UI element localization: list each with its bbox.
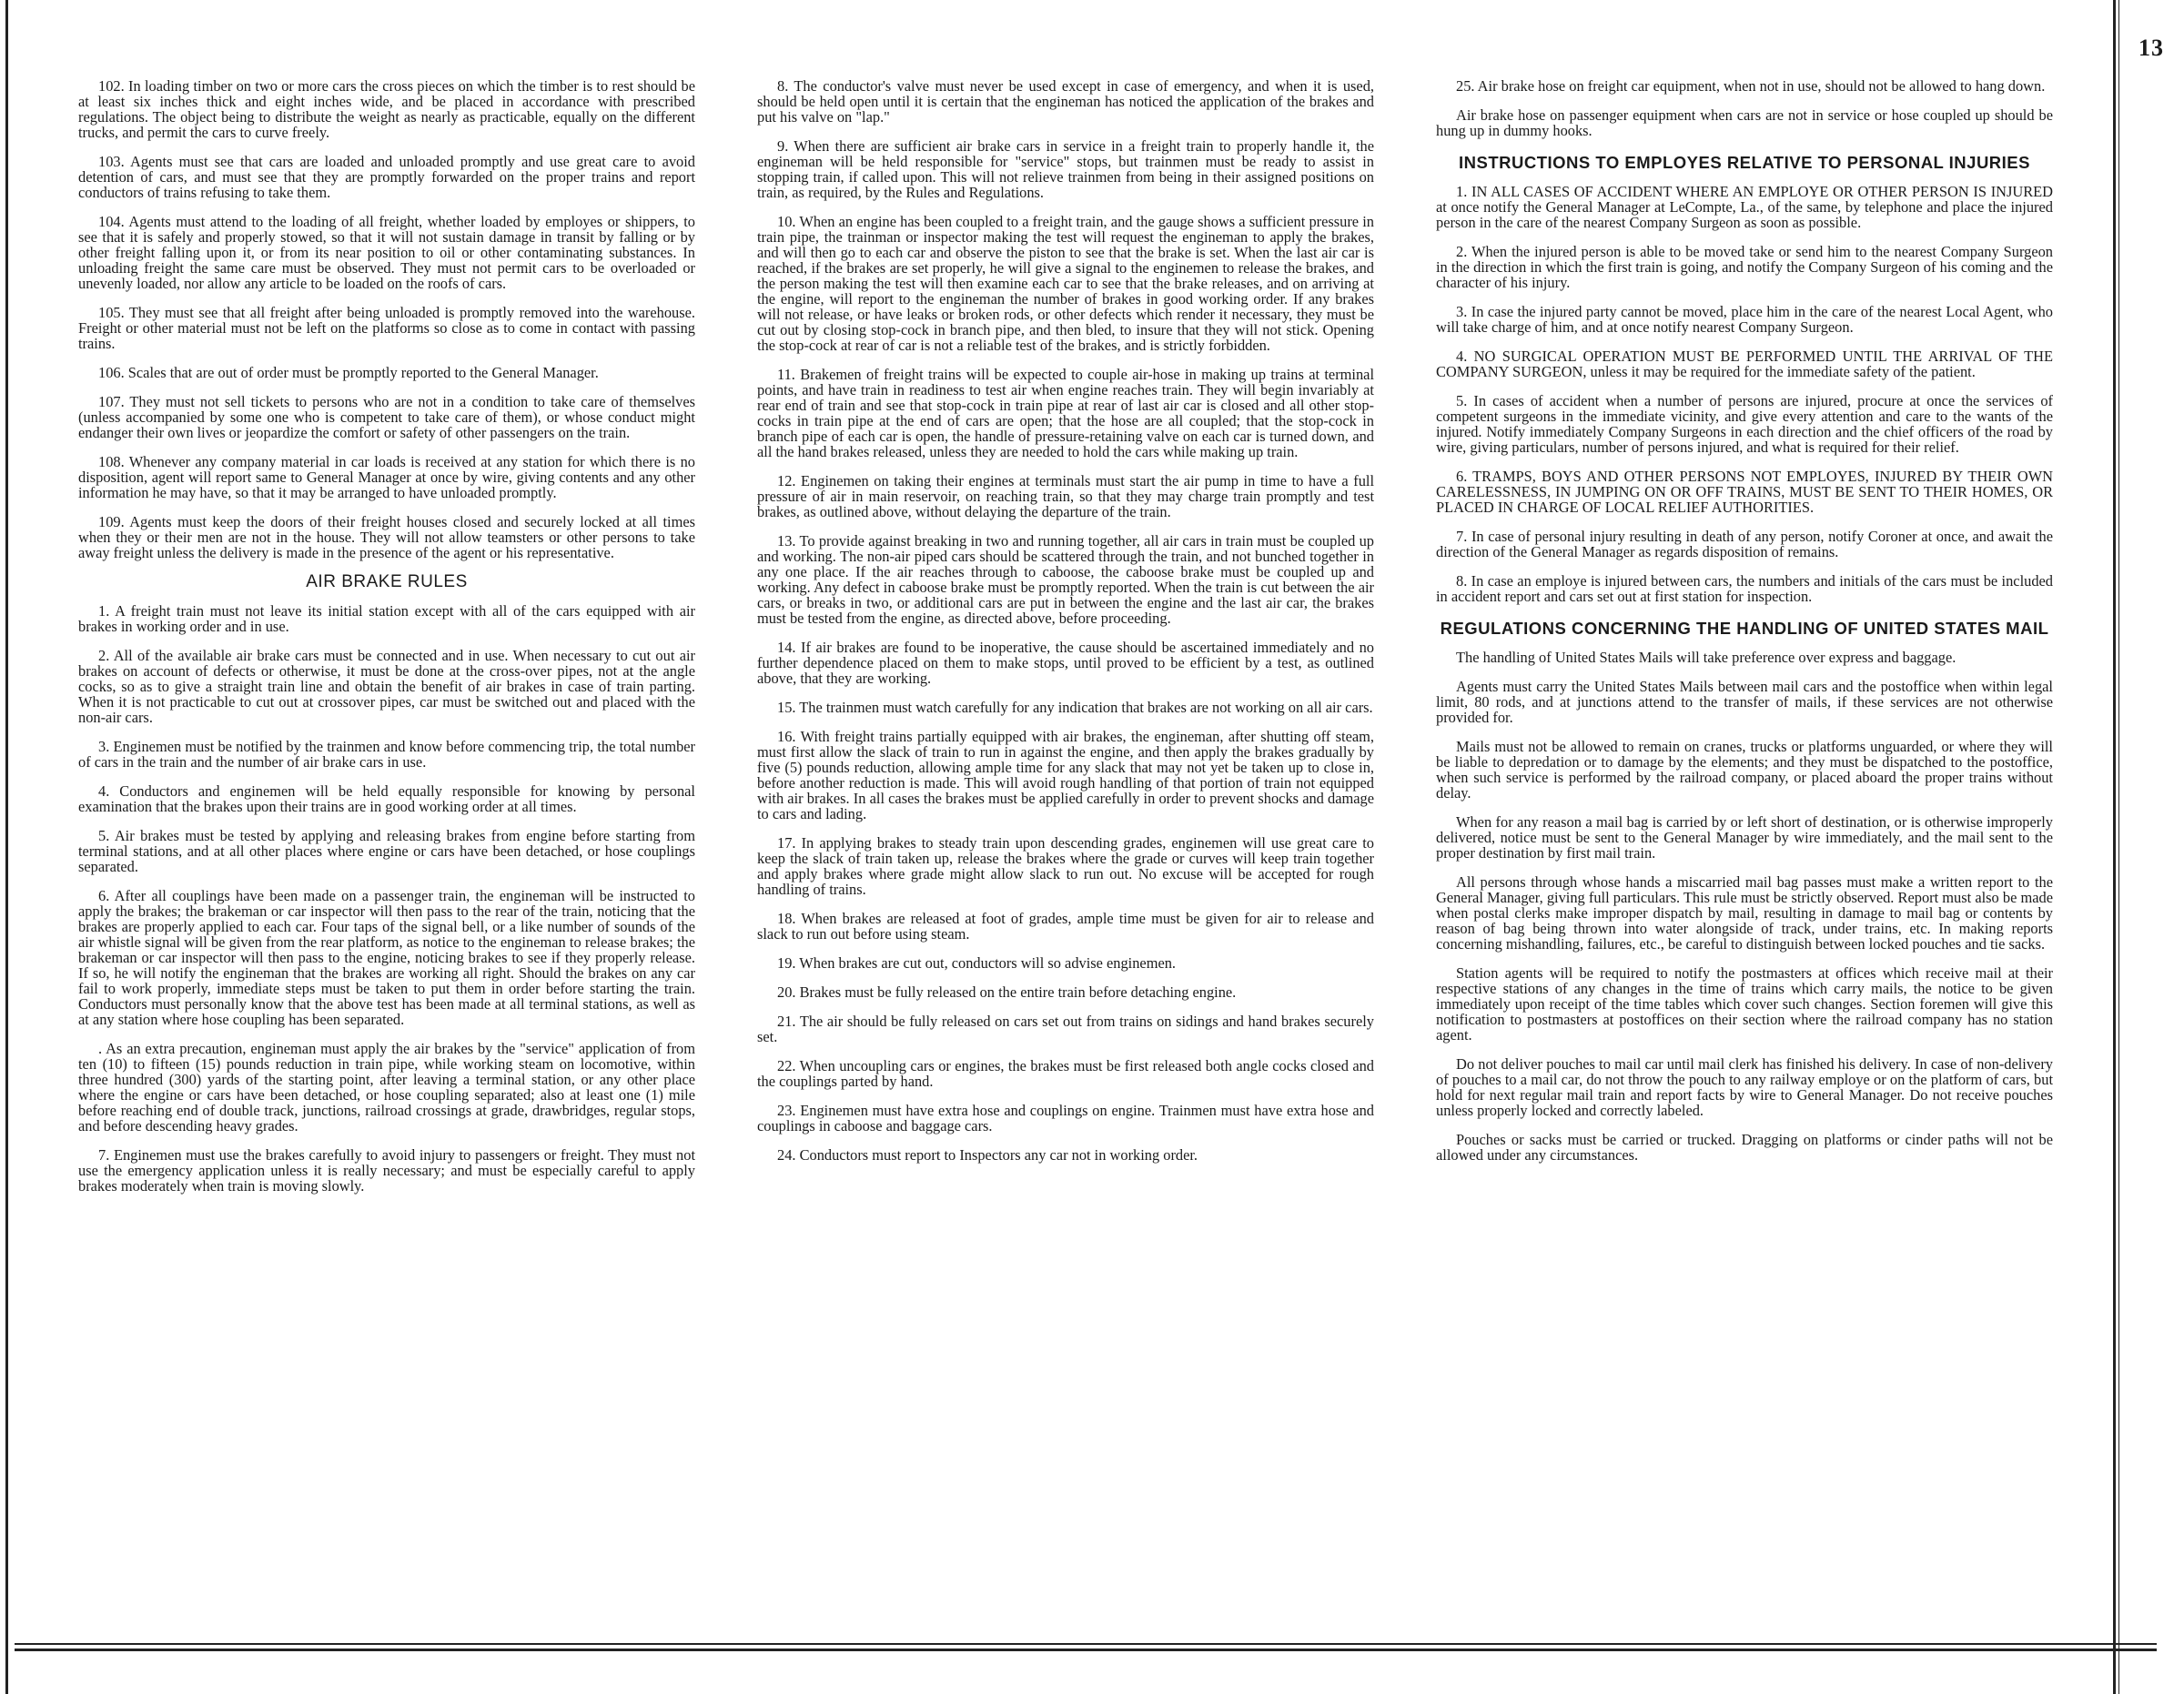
text-column-middle [757, 78, 1374, 1176]
rule-paragraph: 21. The air should be fully released on cars set out from trains on sidings and hand brakes securely set. [757, 1013, 1374, 1045]
bottom-rule-top [15, 1643, 2157, 1645]
right-border-line-inner [2118, 0, 2119, 1694]
rule-paragraph: 9. When there are sufficient air brake cars in service in a freight train to properly handle it, the engineman will be held responsible for "service" stops, but trainmen must be ready to assist in stopping train, if called upon. This will not relieve trainmen from being in their assigned positions on train, as required, by the Rules and Regulations. [757, 137, 1374, 201]
rule-paragraph: 18. When brakes are released at foot of grades, ample time must be given for air to release and slack to run out before using steam. [757, 910, 1374, 943]
rule-paragraph: 19. When brakes are cut out, conductors will so advise enginemen. [777, 954, 1177, 972]
text-column-left [78, 78, 695, 1207]
rule-paragraph: Mails must not be allowed to remain on cranes, trucks or platforms unguarded, or where they will be liable to depredation or to damage by the elements; and they must be dispatched to the postoffice, when such service is performed by the railroad company, or placed aboard the proper trains without delay. [1436, 738, 2053, 802]
rule-paragraph: 16. With freight trains partially equipped with air brakes, the engineman, after shutting off steam, must first allow the slack of train to run in against the engine, and then apply the brakes gradually by five (5) pounds reduction, allowing ample time for any slack that may not yet be taken up to close in, before another reduction is made. This will avoid rough handling of that portion of train not equipped with air brakes. In all cases the brakes must be applied carefully in order to prevent shocks and damage to cars and lading. [757, 728, 1374, 822]
left-border-line [5, 0, 8, 1694]
rule-paragraph: 8. In case an employe is injured between cars, the numbers and initials of the cars must be included in accident report and cars set out at first station for inspection. [1436, 572, 2053, 605]
rule-paragraph: 104. Agents must attend to the loading of all freight, whether loaded by employes or shippers, to see that it is safely and properly stowed, so that it will not sustain damage in transit by falling or by other freight falling upon it, or from its near position to oil or other contaminating substances. In unloading freight the same care must be observed. They must not permit cars to be overloaded or unevenly loaded, nor allow any article to be loaded on the roofs of cars. [78, 213, 695, 292]
rule-paragraph: 1. A freight train must not leave its initial station except with all of the cars equipped with air brakes in working order and in use. [78, 602, 695, 635]
rule-paragraph: 4. NO SURGICAL OPERATION MUST BE PERFORMED UNTIL THE ARRIVAL OF THE COMPANY SURGEON, unless it may be required for the immediate safety of the patient. [1436, 348, 2053, 380]
rule-paragraph: 1. IN ALL CASES OF ACCIDENT WHERE AN EMPLOYE OR OTHER PERSON IS INJURED at once notify the General Manager at LeCompte, La., of the same, by telephone and place the injured person in the care of the nearest Company Surgeon as soon as possible. [1436, 183, 2053, 231]
rule-paragraph: The handling of United States Mails will take preference over express and baggage. [1456, 649, 1956, 666]
rule-paragraph: 5. In cases of accident when a number of persons are injured, procure at once the services of competent surgeons in the immediate vicinity, and give every attention and care to the wants of the injured. Notify immediately Company Surgeons in each direction and the chief officers of the road by wire, giving particulars, number of persons injured, and what is required for their relief. [1436, 392, 2053, 456]
rule-paragraph: 10. When an engine has been coupled to a freight train, and the gauge shows a sufficient pressure in train pipe, the trainman or inspector making the test will request the engineman to apply the brakes, and will then go to each car and observe the piston to see that the brake is set. When the last air car is reached, if the brakes are set properly, he will give a signal to the enginemen to release the brakes, and the person making the test will then examine each car to see that the brake releases, and on arriving at the engine, will report to the engineman the number of brakes in good working order. If any brakes will not release, or have leaks or broken rods, or other defects which render it necessary, they must be cut out by closing stop-cock in branch pipe, and then bled, to insure that they will not stick. Opening the stop-cock at rear of car is not a reliable test of the brakes, and is strictly forbidden. [757, 213, 1374, 354]
rule-paragraph: 3. Enginemen must be notified by the trainmen and know before commencing trip, the total number of cars in the train and the number of air brake cars in use. [78, 738, 695, 771]
rule-paragraph: 2. When the injured person is able to be moved take or send him to the nearest Company Surgeon in the direction in which the first train is going, and notify the Company Surgeon of his coming and the character of his injury. [1436, 243, 2053, 291]
text-column-right [1436, 78, 2053, 1176]
rule-paragraph: 103. Agents must see that cars are loaded and unloaded promptly and use great care to avoid detention of cars, and must see that they are promptly forwarded on the proper trains and report conductors of trains refusing to take them. [78, 153, 695, 201]
rule-paragraph: Do not deliver pouches to mail car until mail clerk has finished his delivery. In case of non-delivery of pouches to a mail car, do not throw the pouch to any railway employe or on the platform of cars, but hold for next regular mail train and report facts by wire to General Manager. Do not receive pouches unless properly locked and correctly labeled. [1436, 1055, 2053, 1119]
rule-paragraph: 2. All of the available air brake cars must be connected and in use. When necessary to cut out air brakes on account of defects or otherwise, it must be done at the cross-over pipes, not at the angle cocks, so as to give a straight train line and obtain the benefit of air brakes in case of train parting. When it is not practicable to cut out at crossover pipes, car must be switched out and placed with the non-air cars. [78, 647, 695, 726]
rule-paragraph: 108. Whenever any company material in car loads is received at any station for which there is no disposition, agent will report same to General Manager at once by wire, giving contents and any other information he may have, so that it may be arranged to have unloaded promptly. [78, 453, 695, 501]
rule-paragraph: 24. Conductors must report to Inspectors any car not in working order. [777, 1146, 1198, 1164]
rule-paragraph: 14. If air brakes are found to be inoperative, the cause should be ascertained immediately and no further dependence placed on them to make stops, until proved to be efficient by a test, as outlined above, that they are working. [757, 639, 1374, 687]
rule-paragraph: When for any reason a mail bag is carried by or left short of destination, or is otherwise improperly delivered, notice must be sent to the General Manager by wire immediately, and the mail sent to the proper destination by first mail train. [1436, 813, 2053, 862]
rule-paragraph: Agents must carry the United States Mails between mail cars and the postoffice when within legal limit, 80 rods, and at junctions attend to the transfer of mails, if these services are not otherwise provided for. [1436, 678, 2053, 726]
rule-paragraph: All persons through whose hands a miscarried mail bag passes must make a written report to the General Manager, giving full particulars. This rule must be strictly observed. Report must also be made when postal clerks make improper dispatch by mail, resulting in damage to mail bag or contents by reason of bag being thrown into water alongside of track, under trains, etc. In making reports concerning mishandling, failures, etc., be careful to distinguish between locked pouches and tie sacks. [1436, 873, 2053, 953]
rule-paragraph: 107. They must not sell tickets to persons who are not in a condition to take care of themselves (unless accompanied by some one who is competent to take care of them), or whose conduct might endanger their own lives or jeopardize the comfort or safety of other passengers on the train. [78, 393, 695, 441]
rule-paragraph: 12. Enginemen on taking their engines at terminals must start the air pump in time to have a full pressure of air in main reservoir, on reaching train, so that they may charge train promptly and test brakes, as outlined above, without delaying the departure of the train. [757, 472, 1374, 520]
rule-paragraph: . As an extra precaution, engineman must apply the air brakes by the "service" application of from ten (10) to fifteen (15) pounds reduction in train pipe, while working steam on locomotive, within three hundred (300) yards of the starting point, after leaving a terminal station, or any other place where the engine or cars have been detached, or hose coupling separated; also at least one (1) mile before reaching end of double track, junctions, railroad crossings at grade, drawbridges, regular stops, and before descending heavy grades. [78, 1040, 695, 1134]
rule-paragraph: 105. They must see that all freight after being unloaded is promptly removed into the warehouse. Freight or other material must not be left on the platforms so close as to come in contact with passing trains. [78, 304, 695, 352]
rule-paragraph: 6. TRAMPS, BOYS AND OTHER PERSONS NOT EMPLOYES, INJURED BY THEIR OWN CARELESSNESS, IN JUMPING ON OR OFF TRAINS, MUST BE SENT TO THEIR HOMES, OR PLACED IN CHARGE OF LOCAL RELIEF AUTHORITIES. [1436, 468, 2053, 516]
rule-paragraph: 15. The trainmen must watch carefully for any indication that brakes are not working on all air cars. [777, 699, 1373, 716]
section-heading: AIR BRAKE RULES [306, 572, 468, 591]
rule-paragraph: 7. In case of personal injury resulting in death of any person, notify Coroner at once, and await the direction of the General Manager as regards disposition of remains. [1436, 528, 2053, 560]
rule-paragraph: 17. In applying brakes to steady train upon descending grades, enginemen will use great care to keep the slack of train taken up, release the brakes where the grade or curves will keep train together and apply brakes where grade might allow slack to run out. No excuse will be accepted for rough handling of trains. [757, 834, 1374, 898]
rule-paragraph: 22. When uncoupling cars or engines, the brakes must be first released both angle cocks closed and the couplings parted by hand. [757, 1057, 1374, 1090]
rule-paragraph: 20. Brakes must be fully released on the entire train before detaching engine. [777, 983, 1237, 1001]
rule-paragraph: 5. Air brakes must be tested by applying and releasing brakes from engine before starting from terminal stations, and at all other places where engine or cars have been detached, or hose couplings separated. [78, 827, 695, 875]
right-border-line [2113, 0, 2116, 1694]
rule-paragraph: 23. Enginemen must have extra hose and couplings on engine. Trainmen must have extra hose and couplings in caboose and baggage cars. [757, 1102, 1374, 1134]
rule-paragraph: Pouches or sacks must be carried or trucked. Dragging on platforms or cinder paths will not be allowed under any circumstances. [1436, 1131, 2053, 1164]
section-heading: REGULATIONS CONCERNING THE HANDLING OF UNITED STATES MAIL [1440, 619, 2049, 638]
rule-paragraph: 7. Enginemen must use the brakes carefully to avoid injury to passengers or freight. They must not use the emergency application unless it is really necessary; and must be especially careful to apply brakes moderately when train is moving slowly. [78, 1146, 695, 1195]
rule-paragraph: 11. Brakemen of freight trains will be expected to couple air-hose in making up trains at terminal points, and have train in readiness to test air when engine reaches train. They will begin invariably at rear end of train and see that stop-cock in train pipe at rear of last air car is closed and all other stop-cocks in train pipe at the end of cars are open; that the hose are all coupled; that the stop-cock in branch pipe of each car is open, the handle of pressure-retaining valve on each car is turned down, and all the hand brakes released, unless they are needed to hold the cars while making up train. [757, 366, 1374, 460]
rule-paragraph: 6. After all couplings have been made on a passenger train, the engineman will be instructed to apply the brakes; the brakeman or car inspector will then pass to the rear of the train, noticing that the brakes are properly applied to each car. Four taps of the signal bell, or a like number of sounds of the air whistle signal will be given from the rear platform, as notice to the engineman to release brakes; the brakeman or car inspector will then pass to the engine, noticing brakes to see if they properly release. If so, he will notify the engineman that the brakes are working all right. Should the brakes on any car fail to work properly, immediate steps must be taken to put them in order before starting the train. Conductors must personally know that the above test has been made at all terminal stations, as well as at any station where hose coupling has been separated. [78, 887, 695, 1028]
rule-paragraph: 13. To provide against breaking in two and running together, all air cars in train must be coupled up and working. The non-air piped cars should be scattered through the train, and not bunched together in any one place. If the air reaches through to caboose, the caboose brake must be coupled up and working. Any defect in caboose brake must be promptly reported. When the train is cut between the air cars, or breaks in two, or additional cars are put in between the engine and the last air car, the brakes must be tested from the engine, as directed above, before proceeding. [757, 532, 1374, 627]
page-number: 13 [2138, 35, 2164, 61]
rule-paragraph: Station agents will be required to notify the postmasters at offices which receive mail at their respective stations of any changes in the time of trains which carry mails, the notice to be given immediately upon receipt of the time tables which cover such changes. Section foremen will give this notification to postmasters at postoffices on their section where the railroad company has no station agent. [1436, 964, 2053, 1044]
rule-paragraph: 106. Scales that are out of order must be promptly reported to the General Manager. [98, 364, 599, 381]
section-heading: INSTRUCTIONS TO EMPLOYES RELATIVE TO PERSONAL INJURIES [1459, 153, 2030, 172]
rule-paragraph: 8. The conductor's valve must never be used except in case of emergency, and when it is used, should be held open until it is certain that the engineman has noticed the application of the brakes and put his valve on "lap." [757, 77, 1374, 126]
rule-paragraph: Air brake hose on passenger equipment when cars are not in service or hose coupled up should be hung up in dummy hooks. [1436, 106, 2053, 139]
rule-paragraph: 109. Agents must keep the doors of their freight houses closed and securely locked at all times when they or their men are not in the house. They will not allow teamsters or other persons to take away freight unless the delivery is made in the presence of the agent or his representative. [78, 513, 695, 561]
bottom-rule-bottom [15, 1649, 2157, 1651]
rule-paragraph: 3. In case the injured party cannot be moved, place him in the care of the nearest Local Agent, who will take charge of him, and at once notify nearest Company Surgeon. [1436, 303, 2053, 336]
rule-paragraph: 4. Conductors and enginemen will be held equally responsible for knowing by personal examination that the brakes upon their trains are in good working order at all times. [78, 782, 695, 815]
rule-paragraph: 25. Air brake hose on freight car equipment, when not in use, should not be allowed to hang down. [1456, 77, 2046, 95]
rule-paragraph: 102. In loading timber on two or more cars the cross pieces on which the timber is to rest should be at least six inches thick and eight inches wide, and be placed in accordance with prescribed regulations. The object being to distribute the weight as nearly as practicable, equally on the different trucks, and permit the cars to curve freely. [78, 77, 695, 141]
